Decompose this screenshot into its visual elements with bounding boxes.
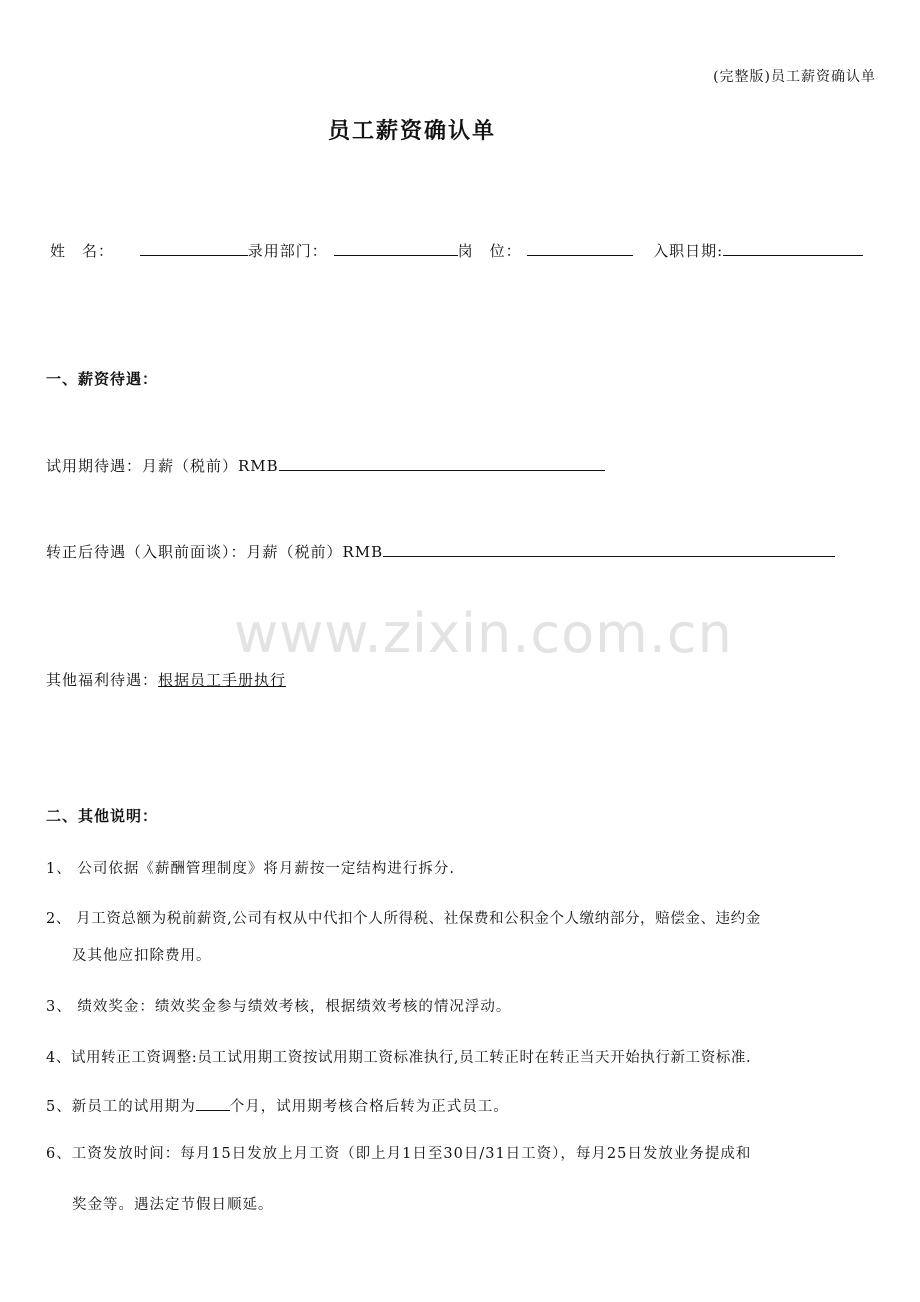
probation-pay-label: 试用期待遇：月薪（税前）RMB (46, 457, 279, 475)
note-item-2-line2: 及其他应扣除费用。 (72, 948, 212, 964)
name-field[interactable] (140, 241, 248, 256)
section2-heading: 二、其他说明： (46, 807, 159, 825)
note-item-1: 1、 公司依据《薪酬管理制度》将月薪按一定结构进行拆分. (46, 861, 455, 877)
probation-months-field[interactable] (196, 1096, 230, 1111)
note-item-5 (46, 1095, 509, 1116)
dept-field[interactable] (334, 241, 458, 256)
other-benefits-row (46, 669, 286, 690)
note-item-5-pre: 5、新员工的试用期为 (46, 1099, 196, 1115)
document-header-label: (完整版)员工薪资确认单 (713, 69, 876, 85)
info-row (50, 240, 863, 261)
document-title: 员工薪资确认单 (328, 119, 497, 144)
note-item-6-line2: 奖金等。遇法定节假日顺延。 (72, 1197, 274, 1213)
note-item-3: 3、 绩效奖金：绩效奖金参与绩效考核，根据绩效考核的情况浮动。 (46, 999, 512, 1015)
name-label: 姓 名： (50, 242, 115, 260)
other-benefits-value: 根据员工手册执行 (158, 671, 287, 689)
position-field[interactable] (527, 241, 633, 256)
regular-pay-label: 转正后待遇（入职前面谈）：月薪（税前）RMB (46, 543, 384, 561)
join-date-field[interactable] (723, 241, 863, 256)
note-item-5-post: 个月，试用期考核合格后转为正式员工。 (229, 1099, 509, 1115)
watermark: www.zixin.com.cn (234, 602, 733, 665)
note-item-2-line1: 2、 月工资总额为税前薪资,公司有权从中代扣个人所得税、社保费和公积金个人缴纳部分，赔偿金、违约金 (46, 911, 761, 927)
note-item-6-line1: 6、工资发放时间：每月15日发放上月工资（即上月1日至30日/31日工资），每月25日发放业务提成和 (46, 1146, 752, 1162)
regular-pay-row (46, 541, 835, 562)
join-date-label: 入职日期: (653, 242, 724, 260)
section1-heading: 一、薪资待遇： (46, 370, 159, 388)
probation-pay-field[interactable] (279, 456, 605, 471)
dept-label: 录用部门： (247, 242, 328, 260)
other-benefits-label: 其他福利待遇： (46, 671, 159, 689)
regular-pay-field[interactable] (383, 542, 835, 557)
probation-pay-row (46, 455, 605, 476)
note-item-4: 4、试用转正工资调整:员工试用期工资按试用期工资标准执行,员工转正时在转正当天开始执行新工资标准. (46, 1050, 752, 1066)
position-label: 岗 位： (457, 242, 522, 260)
